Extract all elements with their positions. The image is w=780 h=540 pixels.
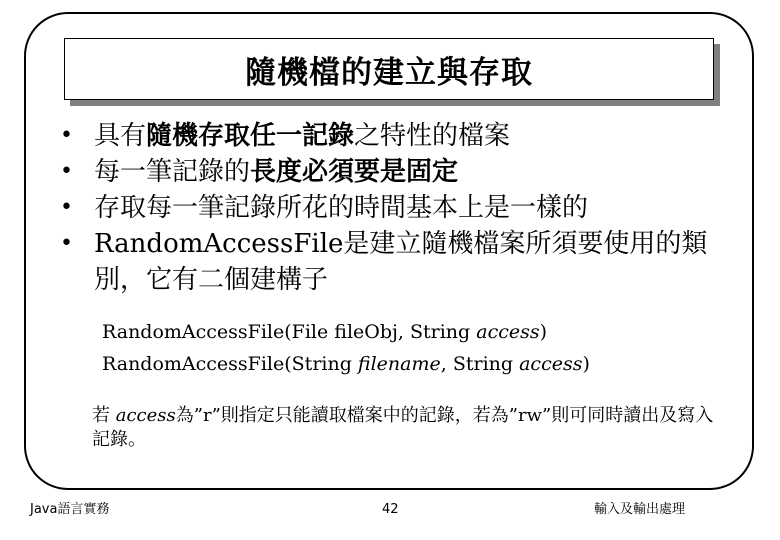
bullet-dot-icon: • [60,231,73,256]
footer-page-number: 42 [382,502,399,517]
bullet-item-2 [60,154,720,190]
code-param: access [476,321,540,343]
code-text: ) [582,353,590,375]
code-param: filename [357,353,441,375]
slide-title-text: 隨機檔的建立與存取 [245,54,533,91]
code-text: ) [539,321,548,343]
bullet-dot-icon: • [60,195,73,220]
bullet-item-4 [60,226,720,298]
constructor-signature-1 [102,320,547,344]
bullet-list [60,118,720,298]
bullet-text-bold: 隨機存取任一記錄 [146,121,355,151]
bullet-text: RandomAccessFile是建立隨機檔案所須要使用的類別，它有二個建構子 [94,229,708,295]
bullet-text: 存取每一筆記錄所花的時間基本上是一樣的 [94,193,589,223]
code-param: access [519,353,583,375]
bullet-text: 之特性的檔案 [354,121,511,151]
bullet-dot-icon: • [60,123,73,148]
note-text: 若 [92,405,116,426]
code-text: RandomAccessFile(String [102,353,358,375]
bullet-text: 每一筆記錄的 [94,157,251,187]
bullet-text: 具有 [94,121,147,151]
constructor-signature-2 [102,352,590,376]
code-text: RandomAccessFile(File fileObj, String [102,321,477,343]
bullet-item-3 [60,190,720,226]
bullet-item-1 [60,118,720,154]
footer-chapter-name: 輸入及輸出處理 [594,502,686,517]
footer-course-name: Java語言實務 [30,502,110,517]
code-text: , String [440,353,520,375]
access-mode-note [92,404,722,452]
bullet-text-bold: 長度必須要是固定 [250,157,459,187]
slide-title [64,38,714,100]
bullet-dot-icon: • [60,159,73,184]
note-text: 為”r”則指定只能讀取檔案中的記錄，若為”rw”則可同時讀出及寫入記錄。 [92,405,714,450]
note-param: access [115,405,176,426]
